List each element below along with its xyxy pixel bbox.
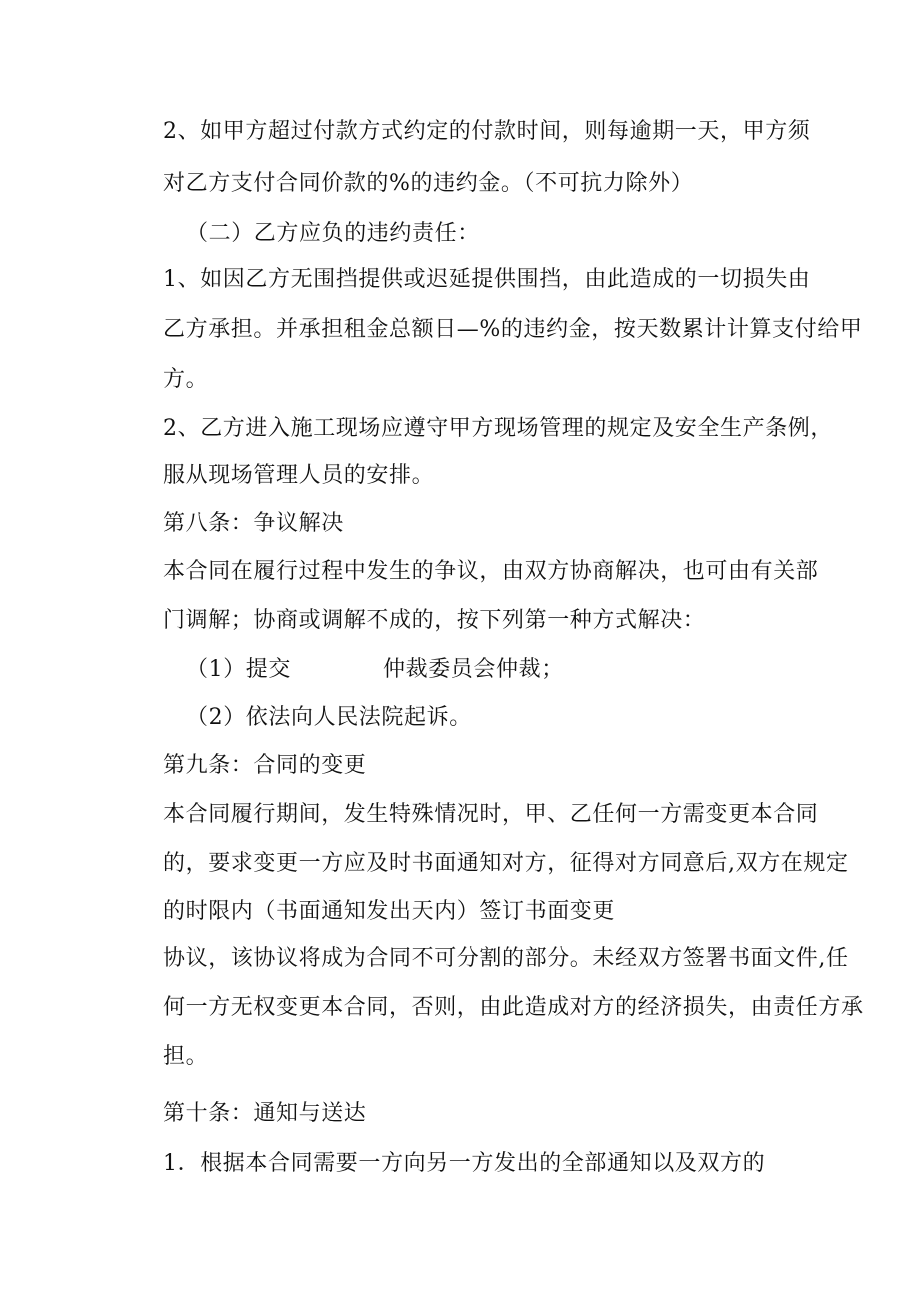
paragraph-line: 协议，该协议将成为合同不可分割的部分。未经双方签署书面文件,任 (163, 946, 849, 971)
paragraph-line: 乙方承担。并承担租金总额日—%的违约金，按天数累计计算支付给甲 (163, 317, 863, 342)
list-item: （2）依法向人民法院起诉。 (186, 705, 472, 730)
paragraph-line: 本合同履行期间，发生特殊情况时，甲、乙任何一方需变更本合同 (163, 802, 819, 827)
paragraph-line: 本合同在履行过程中发生的争议，由双方协商解决，也可由有关部 (163, 559, 819, 584)
paragraph-line: 门调解；协商或调解不成的，按下列第一种方式解决： (163, 608, 706, 633)
article-heading: 第八条：争议解决 (163, 511, 344, 536)
list-item-text: 仲裁委员会仲裁； (383, 657, 564, 682)
paragraph-line: 1．根据本合同需要一方向另一方发出的全部通知以及双方的 (163, 1151, 766, 1176)
paragraph-line: 2、如甲方超过付款方式约定的付款时间，则每逾期一天，甲方须 (163, 119, 811, 144)
paragraph-line: 担。 (163, 1044, 209, 1069)
paragraph-line: 对乙方支付合同价款的%的违约金。（不可抗力除外） (163, 171, 694, 196)
section-heading: （二）乙方应负的违约责任： (186, 221, 480, 246)
paragraph-line: 2、乙方进入施工现场应遵守甲方现场管理的规定及安全生产条例， (163, 416, 833, 441)
article-heading: 第九条：合同的变更 (163, 753, 367, 778)
paragraph-line: 方。 (163, 367, 209, 392)
paragraph-line: 服从现场管理人员的安排。 (163, 463, 435, 488)
list-item (186, 656, 564, 684)
paragraph-line: 的，要求变更一方应及时书面通知对方，征得对方同意后,双方在规定 (163, 851, 849, 876)
article-heading: 第十条：通知与送达 (163, 1101, 367, 1126)
paragraph-line: 的时限内（书面通知发出天内）签订书面变更 (163, 899, 616, 924)
list-item-label: （1）提交 (186, 657, 291, 682)
paragraph-line: 1、如因乙方无围挡提供或迟延提供围挡，由此造成的一切损失由 (163, 267, 811, 292)
paragraph-line: 何一方无权变更本合同，否则，由此造成对方的经济损失，由责任方承 (163, 995, 864, 1020)
